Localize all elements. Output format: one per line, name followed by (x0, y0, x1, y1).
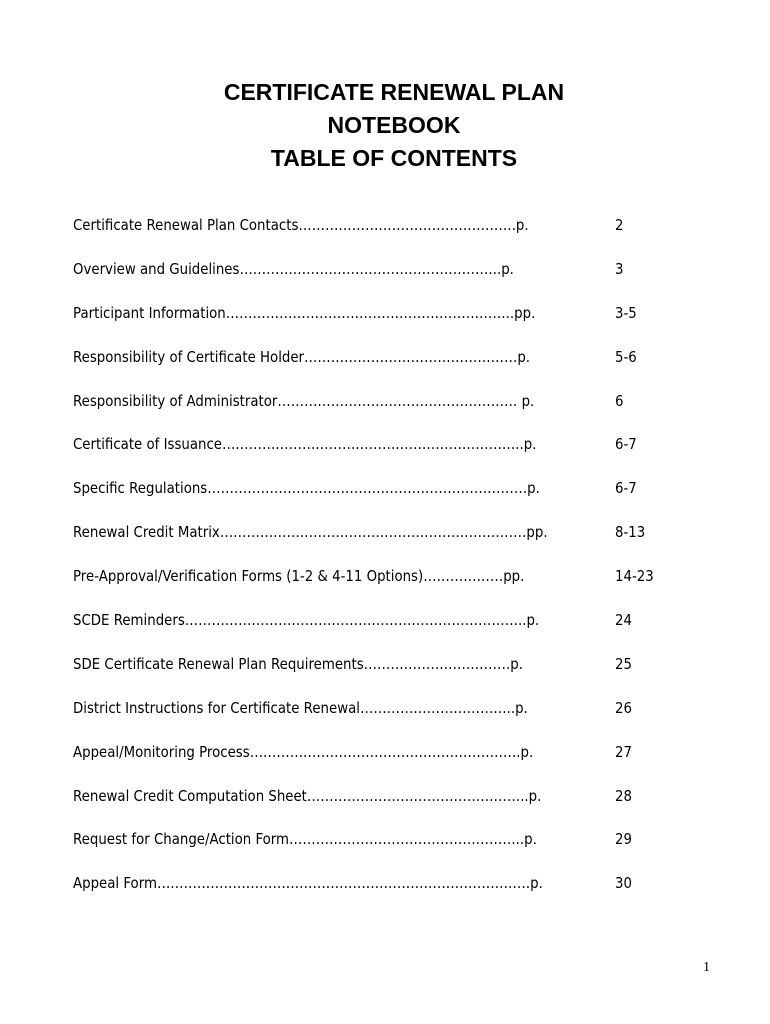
toc-entry (73, 212, 673, 256)
toc-entry-text (73, 739, 533, 765)
table-of-contents (73, 212, 673, 914)
toc-leader: ……………………………p. (363, 654, 524, 673)
toc-entry (73, 519, 673, 563)
toc-page-number: 28 (615, 786, 632, 805)
toc-entry-text (73, 256, 514, 282)
toc-page-number: 6-7 (615, 479, 637, 498)
toc-page-number: 2 (615, 216, 624, 234)
title-line: NOTEBOOK (327, 112, 461, 138)
toc-entry (73, 695, 673, 739)
toc-entry (73, 300, 673, 344)
toc-entry-title: SCDE Reminders (73, 611, 185, 630)
toc-page-number: 26 (615, 698, 632, 717)
toc-entry (73, 388, 673, 432)
toc-leader: …………………………………………………………………………p. (156, 874, 543, 893)
toc-leader: …………………………………………………….p. (249, 742, 534, 761)
toc-entry (73, 475, 673, 519)
toc-entry-title: Appeal Form (73, 874, 157, 893)
toc-page-number: 29 (615, 830, 632, 849)
toc-entry-text (73, 300, 535, 326)
page-number: 1 (703, 960, 710, 975)
toc-page-number: 3-5 (615, 303, 637, 322)
toc-entry-text (73, 651, 523, 677)
toc-page-number: 6-7 (615, 435, 637, 454)
toc-entry-text (73, 212, 529, 238)
toc-page-number: 6 (615, 391, 624, 410)
toc-leader: ………………………………………………………………p. (207, 479, 540, 498)
document-title (0, 76, 770, 175)
toc-entry-title: District Instructions for Certificate Renewal (73, 698, 360, 717)
toc-entry (73, 344, 673, 388)
toc-entry-title: Participant Information (73, 303, 226, 322)
toc-leader: ……………………………………………..p. (289, 830, 537, 849)
toc-entry-title: Certificate of Issuance (73, 435, 222, 454)
toc-page-number: 3 (615, 259, 624, 278)
toc-leader: ……………………………………………… p. (277, 391, 535, 410)
toc-leader: ………………pp. (423, 567, 525, 586)
toc-entry-title: Appeal/Monitoring Process (73, 742, 250, 761)
toc-entry-title: Renewal Credit Matrix (73, 523, 220, 542)
toc-entry (73, 739, 673, 783)
toc-entry-title: Pre-Approval/Verification Forms (1-2 & 4-11 Options) (73, 567, 424, 586)
toc-entry-text (73, 344, 530, 370)
toc-page-number: 27 (615, 742, 632, 761)
toc-entry-text (73, 695, 528, 721)
toc-entry-title: Overview and Guidelines (73, 259, 240, 278)
toc-leader: ……………………………………………………………pp. (219, 523, 548, 542)
toc-leader: ………………………………………….p. (298, 216, 529, 234)
toc-entry (73, 826, 673, 870)
toc-entry (73, 431, 673, 475)
toc-entry-text (73, 519, 548, 545)
toc-page-number: 24 (615, 611, 632, 630)
toc-entry-title: Responsibility of Administrator (73, 391, 278, 410)
toc-page-number: 5-6 (615, 347, 637, 366)
toc-entry-text (73, 431, 536, 457)
toc-leader: …………………………………………p. (304, 347, 531, 366)
toc-leader: …………………………………………………..p. (239, 259, 514, 278)
title-line: TABLE OF CONTENTS (270, 145, 518, 171)
toc-entry (73, 870, 673, 914)
toc-entry (73, 563, 673, 607)
toc-leader: …………………………………………………………………..p. (184, 611, 540, 630)
toc-page-number: 14-23 (615, 567, 654, 586)
toc-leader: …………………………………………………………..p. (221, 435, 537, 454)
toc-entry (73, 651, 673, 695)
toc-entry-text (73, 563, 524, 589)
toc-entry-text (73, 826, 537, 852)
toc-page-number: 8-13 (615, 523, 646, 542)
toc-entry-title: Certificate Renewal Plan Contacts (73, 216, 299, 234)
toc-entry (73, 607, 673, 651)
toc-entry-text (73, 388, 534, 414)
toc-page-number: 25 (615, 654, 632, 673)
toc-entry-title: Renewal Credit Computation Sheet (73, 786, 307, 805)
toc-leader: ………………………………………………………..pp. (225, 303, 536, 322)
toc-entry-title: Request for Change/Action Form (73, 830, 290, 849)
toc-entry (73, 783, 673, 827)
toc-entry-text (73, 475, 540, 501)
toc-entry (73, 256, 673, 300)
toc-page-number: 30 (615, 874, 632, 893)
toc-entry-title: SDE Certificate Renewal Plan Requirements (73, 654, 364, 673)
toc-entry-title: Responsibility of Certificate Holder (73, 347, 305, 366)
toc-entry-text (73, 607, 539, 633)
toc-leader: ……………………………..p. (359, 698, 528, 717)
toc-entry-text (73, 783, 541, 809)
toc-leader: …………………………………………..p. (306, 786, 542, 805)
title-line: CERTIFICATE RENEWAL PLAN (223, 79, 565, 105)
toc-entry-title: Specific Regulations (73, 479, 208, 498)
toc-entry-text (73, 870, 543, 896)
